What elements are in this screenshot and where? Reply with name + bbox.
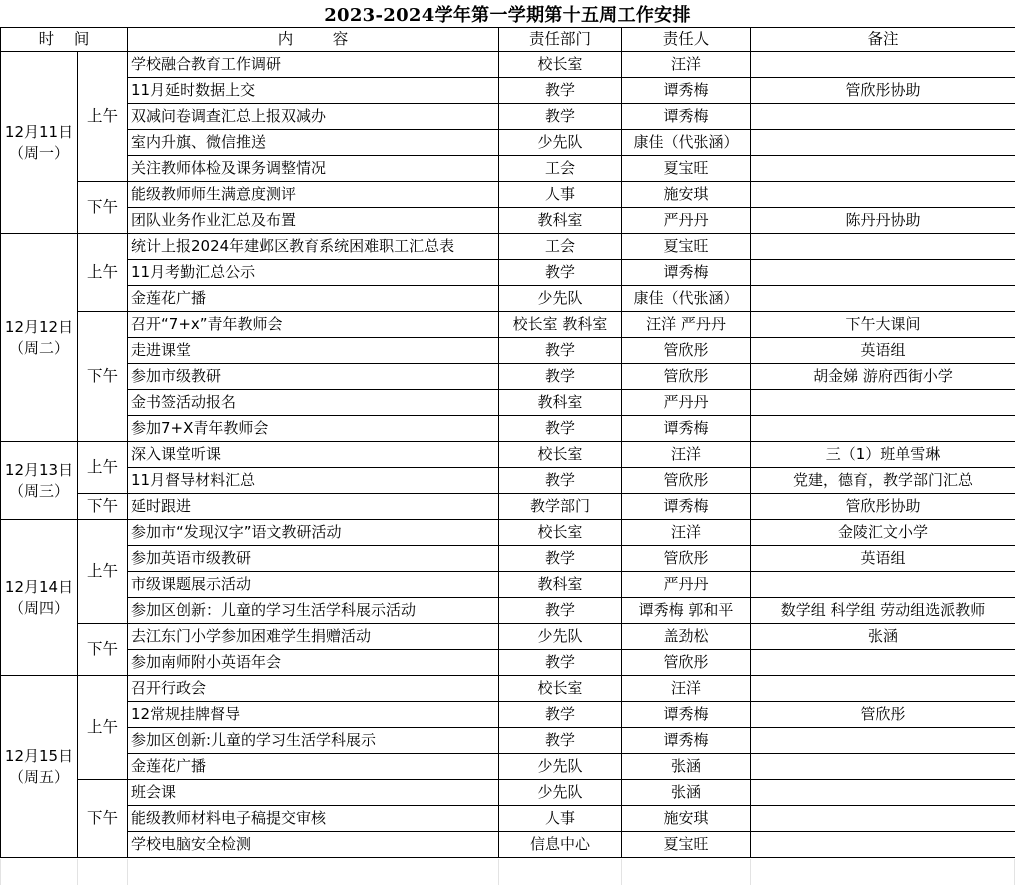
schedule-table (0, 27, 1015, 858)
header-time: 时 间 (1, 28, 128, 52)
header-note: 备注 (751, 28, 1015, 52)
responsible-person-cell: 谭秀梅 (622, 728, 751, 754)
responsible-person-cell: 管欣彤 (622, 650, 751, 676)
responsible-person-cell: 夏宝旺 (622, 832, 751, 858)
responsible-dept-cell: 少先队 (499, 780, 622, 806)
responsible-dept-cell: 少先队 (499, 286, 622, 312)
table-row (1, 390, 1015, 416)
responsible-dept-cell: 教学 (499, 468, 622, 494)
note-cell (751, 52, 1015, 78)
table-row (1, 598, 1015, 624)
period-cell: 下午 (78, 624, 128, 676)
task-content-cell: 参加7+X青年教师会 (128, 416, 499, 442)
task-content-cell: 双减问卷调查汇总上报双减办 (128, 104, 499, 130)
responsible-person-cell: 汪洋 (622, 676, 751, 702)
table-row (1, 650, 1015, 676)
responsible-dept-cell: 人事 (499, 806, 622, 832)
table-row (1, 416, 1015, 442)
task-content-cell: 室内升旗、微信推送 (128, 130, 499, 156)
period-cell: 下午 (78, 182, 128, 234)
note-cell (751, 156, 1015, 182)
task-content-cell: 11月考勤汇总公示 (128, 260, 499, 286)
responsible-dept-cell: 教学 (499, 702, 622, 728)
task-content-cell: 参加区创新:儿童的学习生活学科展示 (128, 728, 499, 754)
table-row (1, 130, 1015, 156)
responsible-person-cell: 盖劲松 (622, 624, 751, 650)
responsible-person-cell: 张涵 (622, 754, 751, 780)
empty-grid-area (0, 859, 1015, 885)
table-row (1, 234, 1015, 260)
table-row (1, 286, 1015, 312)
note-cell: 英语组 (751, 546, 1015, 572)
day-date-cell: 12月12日（周二） (1, 234, 78, 442)
table-row (1, 806, 1015, 832)
responsible-dept-cell: 校长室 (499, 52, 622, 78)
period-cell: 上午 (78, 520, 128, 624)
note-cell (751, 234, 1015, 260)
note-cell: 管欣彤协助 (751, 78, 1015, 104)
table-row (1, 754, 1015, 780)
grid-line (498, 859, 499, 885)
note-cell: 张涵 (751, 624, 1015, 650)
responsible-person-cell: 汪洋 (622, 52, 751, 78)
note-cell: 陈丹丹协助 (751, 208, 1015, 234)
table-row (1, 572, 1015, 598)
responsible-dept-cell: 教学 (499, 650, 622, 676)
responsible-person-cell: 管欣彤 (622, 338, 751, 364)
table-row (1, 832, 1015, 858)
table-row (1, 208, 1015, 234)
task-content-cell: 参加区创新：儿童的学习生活学科展示活动 (128, 598, 499, 624)
responsible-person-cell: 管欣彤 (622, 546, 751, 572)
note-cell (751, 286, 1015, 312)
responsible-person-cell: 管欣彤 (622, 364, 751, 390)
responsible-dept-cell: 信息中心 (499, 832, 622, 858)
table-row (1, 494, 1015, 520)
note-cell: 管欣彤 (751, 702, 1015, 728)
table-row (1, 468, 1015, 494)
period-cell: 下午 (78, 494, 128, 520)
task-content-cell: 能级教师师生满意度测评 (128, 182, 499, 208)
task-content-cell: 延时跟进 (128, 494, 499, 520)
period-cell: 上午 (78, 52, 128, 182)
task-content-cell: 11月延时数据上交 (128, 78, 499, 104)
note-cell: 三（1）班单雪琳 (751, 442, 1015, 468)
period-cell: 上午 (78, 442, 128, 494)
note-cell: 数学组 科学组 劳动组选派教师 (751, 598, 1015, 624)
table-row (1, 520, 1015, 546)
period-cell: 上午 (78, 234, 128, 312)
table-row (1, 104, 1015, 130)
responsible-person-cell: 汪洋 (622, 520, 751, 546)
note-cell (751, 754, 1015, 780)
period-cell: 上午 (78, 676, 128, 780)
responsible-person-cell: 谭秀梅 (622, 104, 751, 130)
responsible-person-cell: 谭秀梅 (622, 78, 751, 104)
task-content-cell: 参加市级教研 (128, 364, 499, 390)
responsible-dept-cell: 校长室 教科室 (499, 312, 622, 338)
grid-line (127, 859, 128, 885)
responsible-dept-cell: 教科室 (499, 572, 622, 598)
task-content-cell: 11月督导材料汇总 (128, 468, 499, 494)
task-content-cell: 学校电脑安全检测 (128, 832, 499, 858)
note-cell: 英语组 (751, 338, 1015, 364)
task-content-cell: 金书签活动报名 (128, 390, 499, 416)
task-content-cell: 深入课堂听课 (128, 442, 499, 468)
header-row (1, 28, 1015, 52)
note-cell (751, 130, 1015, 156)
task-content-cell: 12常规挂牌督导 (128, 702, 499, 728)
table-row (1, 338, 1015, 364)
grid-line (77, 859, 78, 885)
responsible-dept-cell: 教学 (499, 598, 622, 624)
responsible-person-cell: 严丹丹 (622, 208, 751, 234)
table-row (1, 442, 1015, 468)
task-content-cell: 参加市“发现汉字”语文教研活动 (128, 520, 499, 546)
responsible-person-cell: 夏宝旺 (622, 234, 751, 260)
header-dept: 责任部门 (499, 28, 622, 52)
note-cell: 下午大课间 (751, 312, 1015, 338)
task-content-cell: 去江东门小学参加困难学生捐赠活动 (128, 624, 499, 650)
task-content-cell: 班会课 (128, 780, 499, 806)
table-row (1, 780, 1015, 806)
table-row (1, 260, 1015, 286)
grid-line (0, 859, 1, 885)
note-cell: 管欣彤协助 (751, 494, 1015, 520)
responsible-dept-cell: 教学 (499, 546, 622, 572)
task-content-cell: 参加英语市级教研 (128, 546, 499, 572)
responsible-dept-cell: 少先队 (499, 754, 622, 780)
responsible-person-cell: 张涵 (622, 780, 751, 806)
responsible-dept-cell: 校长室 (499, 442, 622, 468)
note-cell (751, 390, 1015, 416)
table-row (1, 78, 1015, 104)
table-row (1, 52, 1015, 78)
task-content-cell: 金莲花广播 (128, 286, 499, 312)
responsible-person-cell: 严丹丹 (622, 572, 751, 598)
responsible-dept-cell: 工会 (499, 234, 622, 260)
note-cell (751, 104, 1015, 130)
responsible-dept-cell: 教学部门 (499, 494, 622, 520)
responsible-person-cell: 汪洋 严丹丹 (622, 312, 751, 338)
header-person: 责任人 (622, 28, 751, 52)
responsible-person-cell: 施安琪 (622, 182, 751, 208)
table-row (1, 624, 1015, 650)
responsible-dept-cell: 教学 (499, 260, 622, 286)
note-cell (751, 780, 1015, 806)
header-content: 内 容 (128, 28, 499, 52)
grid-line (750, 859, 751, 885)
responsible-person-cell: 管欣彤 (622, 468, 751, 494)
responsible-dept-cell: 工会 (499, 156, 622, 182)
responsible-person-cell: 夏宝旺 (622, 156, 751, 182)
note-cell (751, 650, 1015, 676)
table-row (1, 702, 1015, 728)
responsible-dept-cell: 教学 (499, 104, 622, 130)
note-cell (751, 728, 1015, 754)
note-cell (751, 676, 1015, 702)
note-cell (751, 260, 1015, 286)
task-content-cell: 召开“7+x”青年教师会 (128, 312, 499, 338)
responsible-dept-cell: 校长室 (499, 520, 622, 546)
table-row (1, 182, 1015, 208)
responsible-person-cell: 谭秀梅 郭和平 (622, 598, 751, 624)
task-content-cell: 统计上报2024年建邺区教育系统困难职工汇总表 (128, 234, 499, 260)
responsible-dept-cell: 教学 (499, 78, 622, 104)
note-cell (751, 832, 1015, 858)
task-content-cell: 走进课堂 (128, 338, 499, 364)
period-cell: 下午 (78, 780, 128, 858)
note-cell: 金陵汇文小学 (751, 520, 1015, 546)
task-content-cell: 团队业务作业汇总及布置 (128, 208, 499, 234)
responsible-dept-cell: 教学 (499, 364, 622, 390)
responsible-dept-cell: 少先队 (499, 130, 622, 156)
day-date-cell: 12月13日（周三） (1, 442, 78, 520)
responsible-person-cell: 施安琪 (622, 806, 751, 832)
task-content-cell: 召开行政会 (128, 676, 499, 702)
responsible-dept-cell: 校长室 (499, 676, 622, 702)
table-row (1, 728, 1015, 754)
responsible-person-cell: 谭秀梅 (622, 702, 751, 728)
responsible-person-cell: 康佳（代张涵） (622, 130, 751, 156)
table-row (1, 156, 1015, 182)
note-cell (751, 182, 1015, 208)
note-cell (751, 572, 1015, 598)
responsible-dept-cell: 教学 (499, 728, 622, 754)
task-content-cell: 金莲花广播 (128, 754, 499, 780)
day-date-cell: 12月11日（周一） (1, 52, 78, 234)
note-cell (751, 416, 1015, 442)
table-row (1, 546, 1015, 572)
note-cell: 党建，德育，教学部门汇总 (751, 468, 1015, 494)
table-row (1, 312, 1015, 338)
day-date-cell: 12月15日（周五） (1, 676, 78, 858)
table-row (1, 676, 1015, 702)
responsible-dept-cell: 教学 (499, 416, 622, 442)
day-date-cell: 12月14日（周四） (1, 520, 78, 676)
responsible-person-cell: 谭秀梅 (622, 260, 751, 286)
schedule-body (1, 28, 1015, 858)
note-cell (751, 806, 1015, 832)
responsible-dept-cell: 教科室 (499, 208, 622, 234)
responsible-dept-cell: 人事 (499, 182, 622, 208)
responsible-dept-cell: 少先队 (499, 624, 622, 650)
responsible-person-cell: 汪洋 (622, 442, 751, 468)
task-content-cell: 市级课题展示活动 (128, 572, 499, 598)
period-cell: 下午 (78, 312, 128, 442)
page-title: 2023-2024学年第一学期第十五周工作安排 (324, 5, 691, 26)
task-content-cell: 关注教师体检及课务调整情况 (128, 156, 499, 182)
note-cell: 胡金娣 游府西街小学 (751, 364, 1015, 390)
responsible-person-cell: 康佳（代张涵） (622, 286, 751, 312)
task-content-cell: 参加南师附小英语年会 (128, 650, 499, 676)
task-content-cell: 学校融合教育工作调研 (128, 52, 499, 78)
responsible-person-cell: 谭秀梅 (622, 416, 751, 442)
responsible-person-cell: 严丹丹 (622, 390, 751, 416)
table-row (1, 364, 1015, 390)
responsible-dept-cell: 教科室 (499, 390, 622, 416)
responsible-dept-cell: 教学 (499, 338, 622, 364)
responsible-person-cell: 谭秀梅 (622, 494, 751, 520)
task-content-cell: 能级教师材料电子稿提交审核 (128, 806, 499, 832)
grid-line (621, 859, 622, 885)
